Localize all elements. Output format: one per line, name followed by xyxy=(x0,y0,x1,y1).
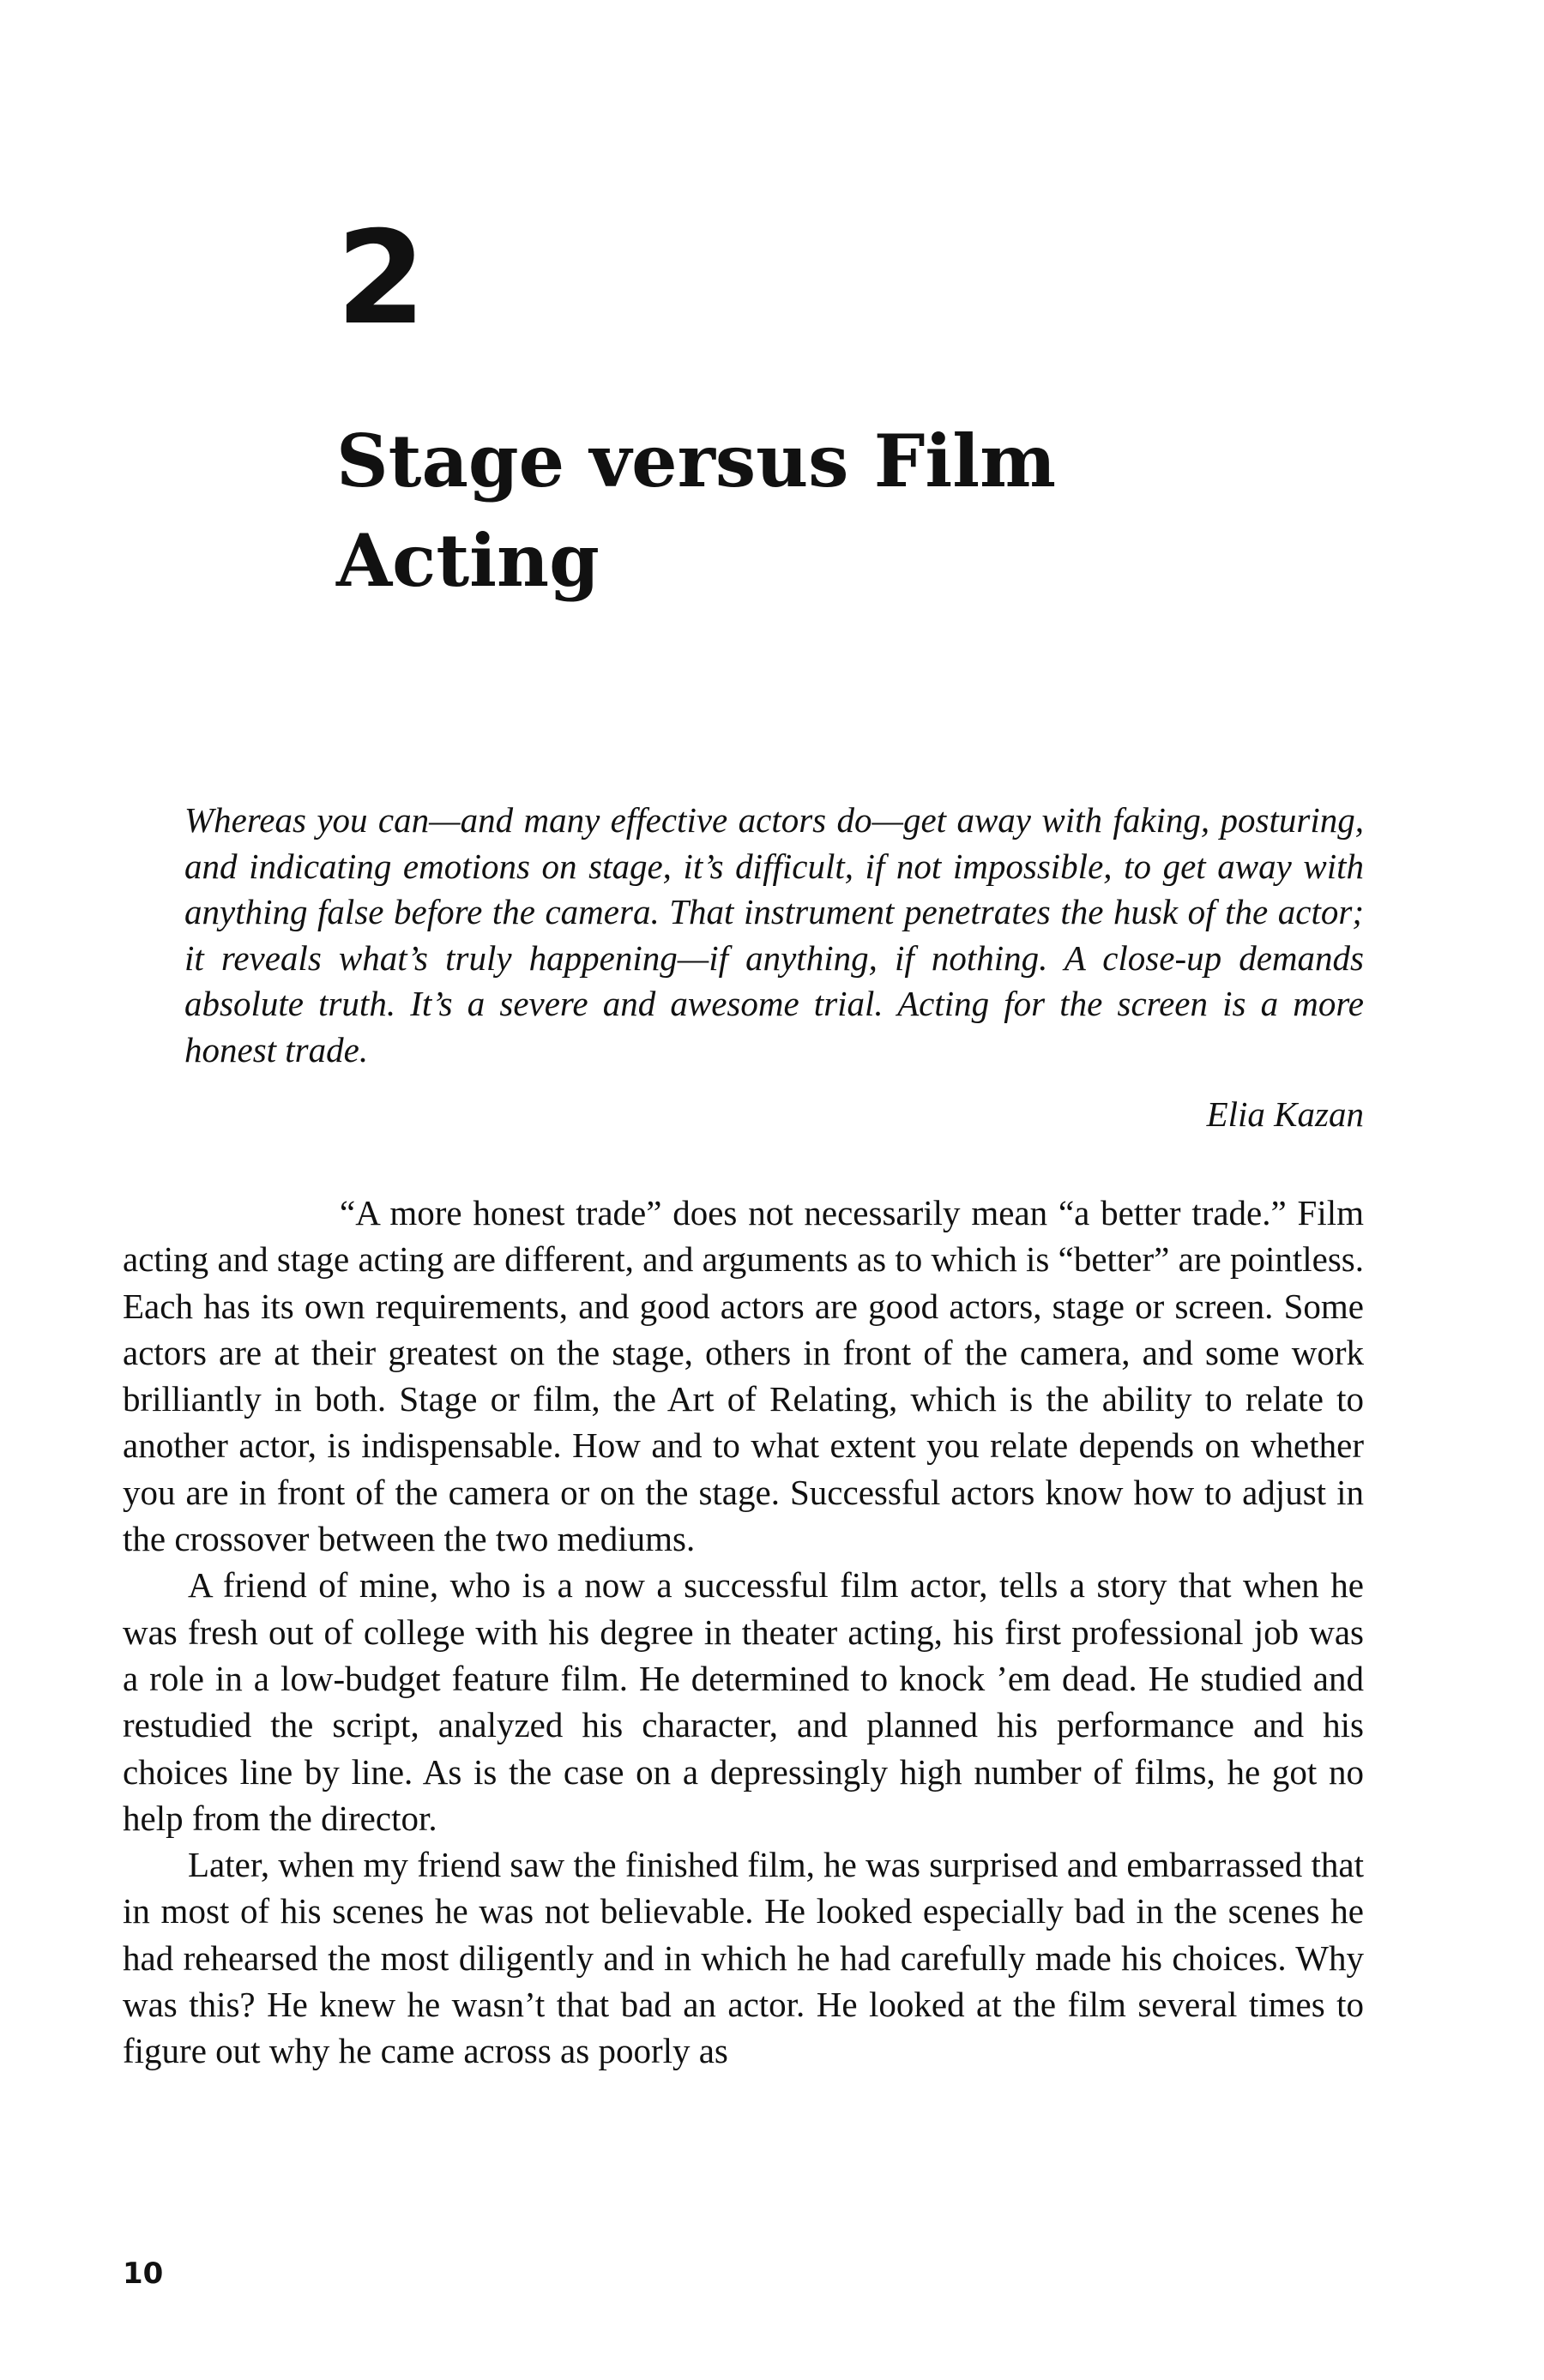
page-number: 10 xyxy=(123,2256,164,2291)
epigraph-attribution: Elia Kazan xyxy=(1206,1094,1364,1134)
chapter-title-line-2: Acting xyxy=(336,518,600,603)
epigraph-quote: Whereas you can—and many effective actors do—get away with faking, posturing, and indicating emotions on stage, it’s difficult, if not impossible, to get away with anything false before the camera. That instrument penetrates the husk of the actor; it reveals what’s truly happening—if anything, if nothing. A close-up demands absolute truth. It’s a severe and awesome trial. Acting for the screen is a more honest trade. xyxy=(184,800,1364,1069)
body-paragraph-2: A friend of mine, who is a now a successful film actor, tells a story that when he was fresh out of college with his degree in theater acting, his first professional job was a role in a low-budget feature film. He determined to knock ’em dead. He studied and restudied the script, analyzed his character, and planned his performance and his choices line by line. As is the case on a depressingly high number of films, he got no help from the director. xyxy=(123,1565,1364,1838)
body-text xyxy=(123,1190,1364,2075)
chapter-title xyxy=(336,412,1280,611)
epigraph xyxy=(184,798,1364,1138)
chapter-number: 2 xyxy=(336,204,425,353)
body-paragraph-3: Later, when my friend saw the finished film, he was surprised and embarrassed that in most of his scenes he was not believable. He looked especially bad in the scenes he had rehearsed the most diligently and in which he had carefully made his choices. Why was this? He knew he wasn’t that bad an actor. He looked at the film several times to figure out why he came across as poorly as xyxy=(123,1845,1364,2071)
chapter-title-line-1: Stage versus Film xyxy=(336,419,1057,503)
body-paragraph-1: “A more honest trade” does not necessarily mean “a better trade.” Film acting and stage acting are different, and arguments as to which is “better” are pointless. Each has its own requirements, and good actors are good actors, stage or screen. Some actors are at their greatest on the stage, others in front of the camera, and some work brilliantly in both. Stage or film, the Art of Relating, which is the ability to relate to another actor, is indispensable. How and to what extent you relate depends on whether you are in front of the camera or on the stage. Successful actors know how to adjust in the crossover between the two mediums. xyxy=(123,1193,1364,1559)
